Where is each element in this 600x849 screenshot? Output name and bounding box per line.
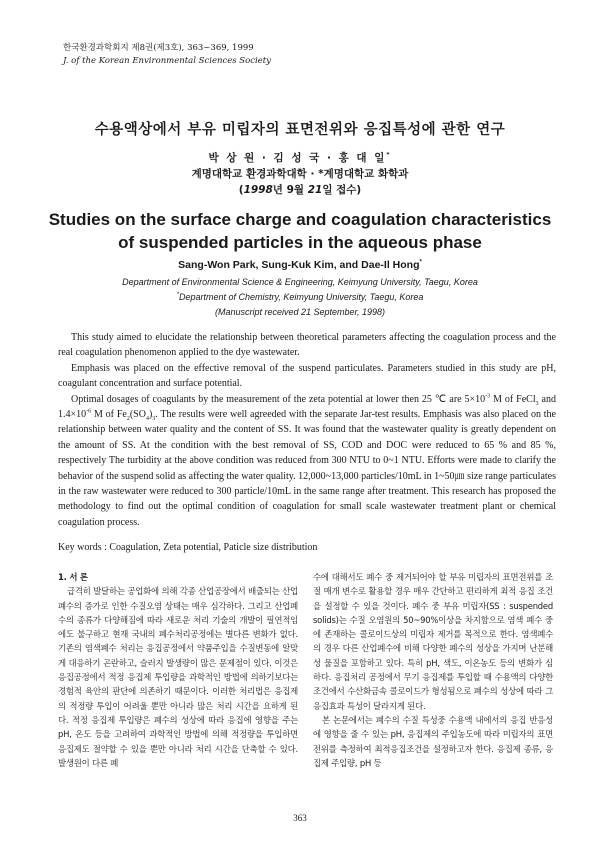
title-english-line1: Studies on the surface charge and coagulation characteristics [48, 210, 552, 229]
abstract-text: M of FeCl [490, 393, 536, 405]
affiliation-english-1: Department of Environmental Science & Engineering, Keimyung University, Taegu, Korea [122, 277, 478, 287]
authors-korean [0, 150, 600, 165]
keywords: Key words : Coagulation, Zeta potential, Paticle size distribution [58, 542, 318, 553]
journal-citation: 한국환경과학회지 제8권(제3호), 363~369, 1999 [63, 43, 254, 53]
body-paragraph: 급격히 발달하는 공업화에 의해 각종 산업공장에서 배출되는 산업폐수의 증가로 인한 수질오염 상태는 매우 심각하다. 그리고 산업폐수의 종류가 다양해짐에 따라 새로운 처리 기술의 개발이 필연적임에도 불구하고 현재 국내의 폐수처리공정에는 별다른 변화가 없다. 기존의 염색폐수 처리는 응집공정에서 약품주입을 수질변동에 알맞게 대응하기 곤란하고, 슬러지 발생량이 많은 문제점이 있다. 이것은 응집공정에서 적정 응집제 투입량을 과학적인 방법에 의하기보다는 경험적 육안의 판단에 의존하기 때문이다. 이러한 처리법은 응집제의 적정량 투입이 어려울 뿐만 아니라 많은 처리 시간을 요하게 된다. 적정 응집제 투입량은 폐수의 성상에 따라 응집에 영향을 주는 pH, 온도 등을 고려하여 과학적인 방법에 의해 적정량을 투입하면 응집제도 절약할 수 있을 뿐만 아니라 처리 시간을 단축할 수 있다. 발생원이 다른 폐 [58, 586, 298, 768]
subscript: 3 [152, 416, 156, 423]
section-heading: 1. 서 론 [58, 572, 88, 582]
journal-name-en: J. of the Korean Environmental Sciences Society [63, 56, 271, 66]
author-mark-en: * [419, 259, 422, 266]
page-number: 363 [293, 813, 307, 823]
body-column-left [58, 570, 298, 770]
authors-english [0, 259, 600, 271]
abstract-text: . The results were well agreeded with the separate Jar-test results. Emphasis was also placed on the relationship between water quality and the content of SS. It was found that the wastewater quality is greatly dependent on the amount of SS. At the condition with the best removal of SS, COD and DOC were reduced to 65 % and 85 %, respectively The turbidity at the above condition was reduced from 300 NTU to 0~1 NTU. Efforts were made to clarify the behavior of the suspend solid as affecting the water quality. 12,000~13,000 particles/10mL in 1~50㎛ size range particulates in the raw wastewater were reduced to 300 particle/10mL in the same range after treatment. This research has proposed the methodology to find out the optimal condition of coagulation for small scale wastewater treatment plant or chemical coagulation process. [58, 409, 556, 528]
affiliation-english-2-text: Department of Chemistry, Keimyung University, Taegu, Korea [178, 292, 424, 302]
authors-korean-names: 박 상 원 · 김 성 국 · 홍 대 일 [208, 152, 387, 164]
received-month: 년 9월 [272, 184, 308, 196]
author-mark: * [386, 151, 392, 159]
abstract-text: and 1.4×10 [58, 393, 556, 421]
title-english [0, 208, 600, 254]
subscript: 2 [126, 416, 130, 423]
title-english-line2: of suspended particles in the aqueous phase [118, 233, 482, 252]
title-korean: 수용액상에서 부유 미립자의 표면전위와 응집특성에 관한 연구 [94, 122, 506, 138]
abstract [58, 330, 556, 530]
abstract-text: Optimal dosages of coagulants by the measurement of the zeta potential at lower then 25 ℃ are 5×10 [71, 393, 486, 405]
abstract-paragraph-3 [58, 392, 556, 531]
superscript: -3 [485, 393, 491, 400]
body-column-right [313, 570, 553, 770]
body-paragraph: 본 논문에서는 폐수의 수질 특성중 수용액 내에서의 응집 반응성에 영향을 줄 수 있는 pH, 응집제의 주입농도에 따라 미립자의 표면전위를 측정하여 최적응집조건을 설정하고자 한다. 응집제 종류, 응집제 주입량, pH 등 [313, 714, 553, 768]
abstract-text: (SO [129, 409, 146, 421]
abstract-paragraph-1: This study aimed to elucidate the relationship between theoretical parameters affecting the coagulation process and the real coagulation phenomenon applied to the dye wastewater. [58, 332, 556, 359]
superscript: -6 [86, 408, 92, 415]
abstract-text: ) [148, 409, 153, 421]
affiliation-korean: 계명대학교 환경과학대학 · *계명대학교 화학과 [191, 168, 409, 180]
received-year: 1998 [243, 184, 273, 196]
subscript: 4 [145, 416, 149, 423]
affil-mark: * [176, 292, 179, 298]
affiliation-english-2 [0, 292, 600, 302]
received-day: 21 [307, 184, 323, 196]
subscript: 3 [535, 400, 539, 407]
received-date-korean: (1998년 9월 21일 접수) [238, 184, 362, 196]
authors-english-names: Sang-Won Park, Sung-Kuk Kim, and Dae-Il Hong [178, 259, 420, 271]
abstract-text: M of Fe [91, 409, 127, 421]
abstract-paragraph-2: Emphasis was placed on the effective removal of the suspend particulates. Parameters studied in this study are pH, coagulant concentration and surface potential. [58, 362, 556, 390]
body-paragraph: 수에 대해서도 폐수 중 제거되어야 할 부유 미립자의 표면전위를 조절 매개 변수로 활용할 경우 매우 간단하고 편리하게 최적 응집 조건을 설정할 수 있을 것이다. 폐수 중 부유 미립자(SS : suspended solids)는 수질 오염원의 50~90%이상을 차지함으로 염색 폐수 중에 존재하는 콜로이드상의 미립자 제거를 목적으로 한다. 염색폐수의 경우 다른 산업폐수에 비해 다양한 폐수의 성상을 가지며 난분해성 물질을 포함하고 있다. 특히 pH, 색도, 이온농도 등의 변화가 심하다. 응집처리 공정에서 무기 응집제를 투입할 때 수용액의 다양한 조건에서 수산화금속 콜로이드가 형성됨으로 폐수의 성상에 따라 그 응집효과 특성이 달라지게 된다. [313, 572, 553, 711]
received-suffix: 일 접수 [322, 184, 357, 196]
received-date-english: (Manuscript received 21 September, 1998) [214, 307, 386, 317]
